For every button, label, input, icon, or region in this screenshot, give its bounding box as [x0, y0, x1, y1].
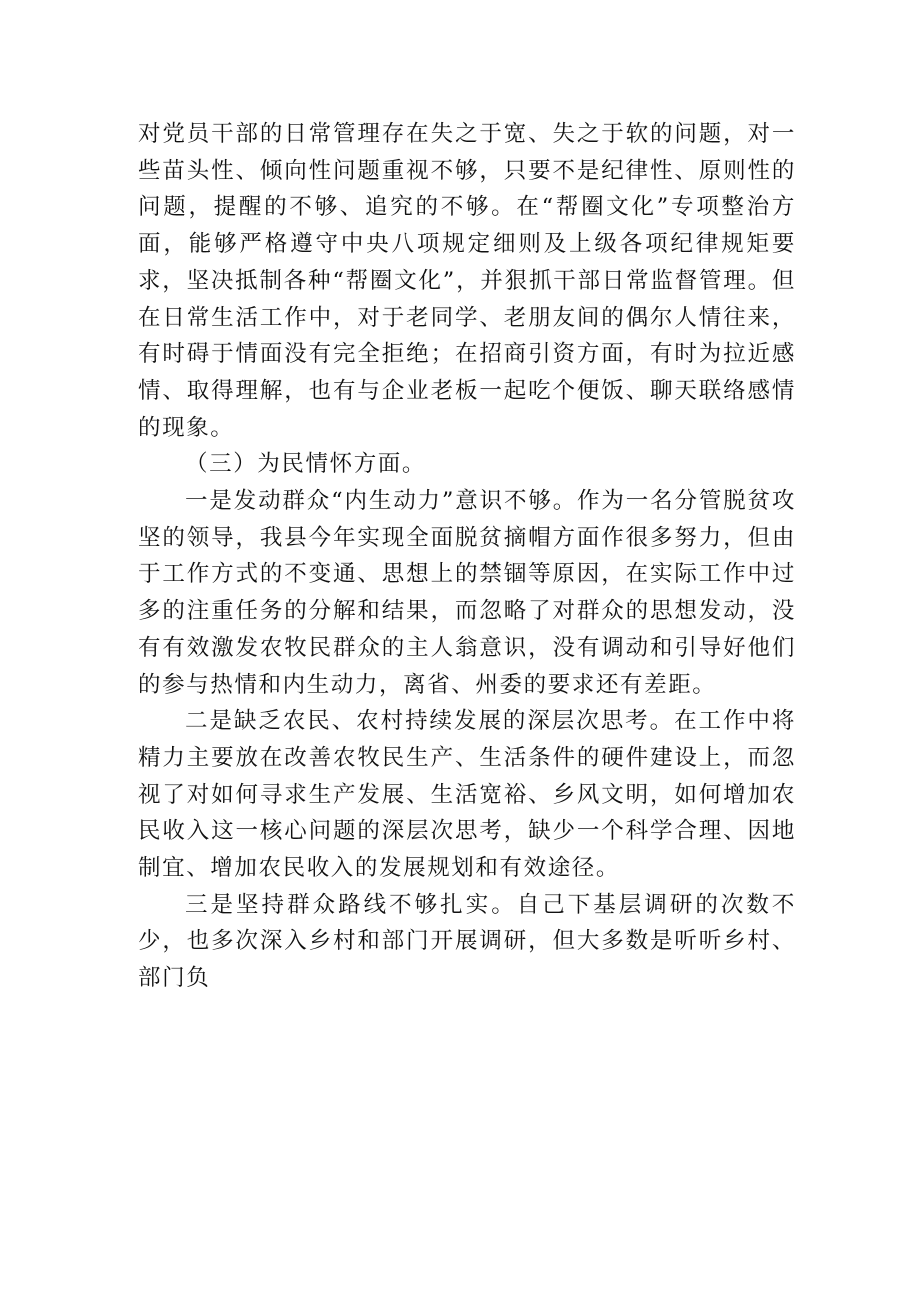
paragraph-continuation: 对党员干部的日常管理存在失之于宽、失之于软的问题，对一些苗头性、倾向性问题重视不够，只要不是纪律性、原则性的问题，提醒的不够、追究的不够。在“帮圈文化”专项整治方面，能够严格遵守中央八项规定细则及上级各项纪律规矩要求，坚决抵制各种“帮圈文化”，并狠抓干部日常监督管理。但在日常生活工作中，对于老同学、老朋友间的偶尔人情往来，有时碍于情面没有完全拒绝；在招商引资方面，有时为拉近感情、取得理解，也有与企业老板一起吃个便饭、聊天联络感情的现象。 [138, 121, 796, 441]
document-body [138, 116, 796, 997]
paragraph-point-1: 一是发动群众“内生动力”意识不够。作为一名分管脱贫攻坚的领导，我县今年实现全面脱贫摘帽方面作很多努力，但由于工作方式的不变通、思想上的禁锢等原因，在实际工作中过多的注重任务的分解和结果，而忽略了对群众的思想发动，没有有效激发农牧民群众的主人翁意识，没有调动和引导好他们的参与热情和内生动力，离省、州委的要求还有差距。 [138, 488, 796, 698]
paragraph-point-2: 二是缺乏农民、农村持续发展的深层次思考。在工作中将精力主要放在改善农牧民生产、生活条件的硬件建设上，而忽视了对如何寻求生产发展、生活宽裕、乡风文明，如何增加农民收入这一核心问题的深层次思考，缺少一个科学合理、因地制宜、增加农民收入的发展规划和有效途径。 [138, 708, 796, 882]
section-heading: （三）为民情怀方面。 [185, 451, 427, 478]
paragraph-point-3: 三是坚持群众路线不够扎实。自己下基层调研的次数不少，也多次深入乡村和部门开展调研，但大多数是听听乡村、部门负 [138, 891, 796, 992]
